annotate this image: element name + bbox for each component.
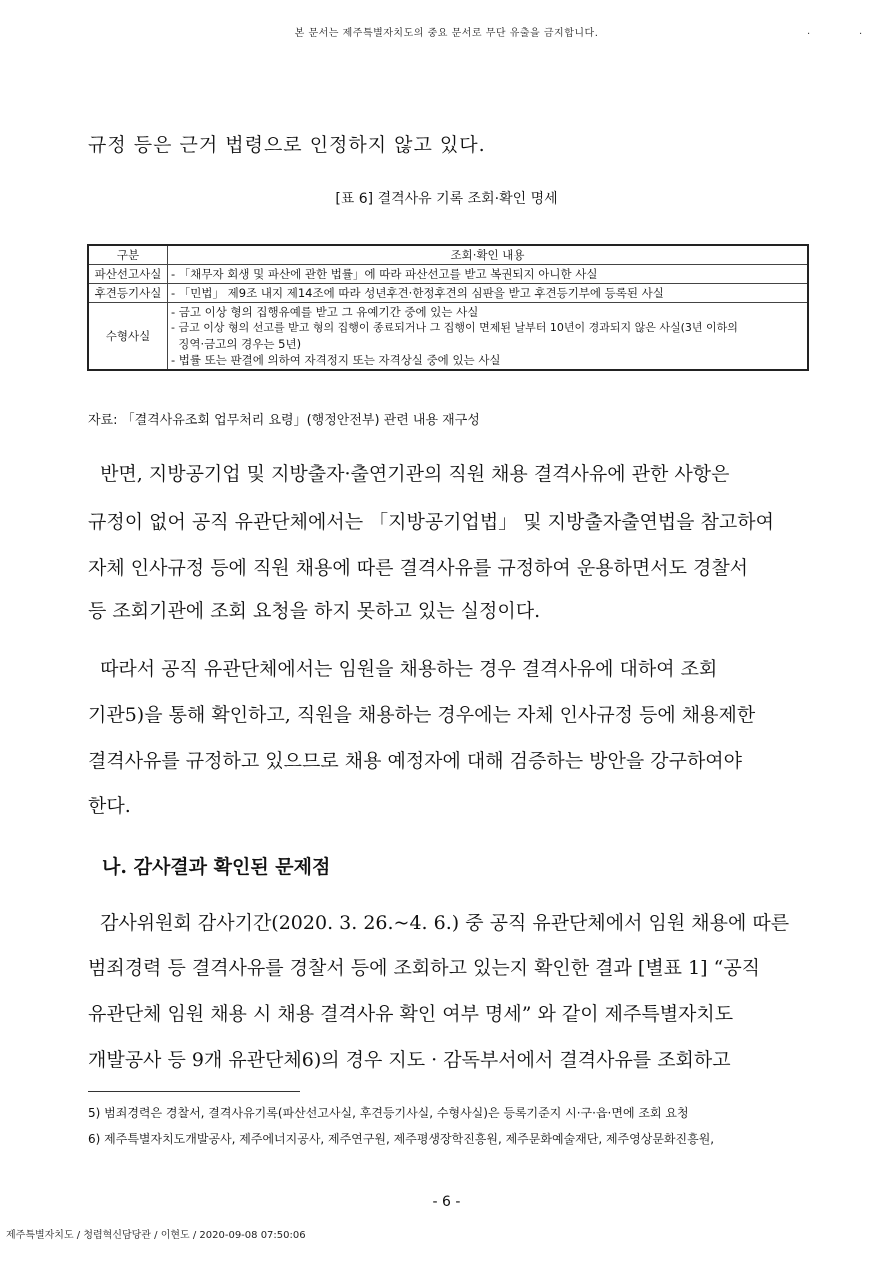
document-meta-footer: 제주특별자치도 / 청렴혁신담당관 / 이현도 / 2020-09-08 07:50:06 (6, 1230, 306, 1241)
paragraph-line: 등 조회기관에 조회 요청을 하지 못하고 있는 실정이다. (88, 600, 541, 622)
paragraph-line: 반면, 지방공기업 및 지방출자·출연기관의 직원 채용 결격사유에 관한 사항은 (88, 463, 730, 485)
table-row (88, 265, 808, 284)
row-content (168, 265, 809, 284)
table-caption: [표 6] 결격사유 기록 조회·확인 명세 (335, 191, 558, 207)
paragraph-line: 범죄경력 등 결격사유를 경찰서 등에 조회하고 있는지 확인한 결과 [별표 1] “공직 (88, 957, 761, 979)
table-row (88, 303, 808, 371)
row-category: 파산선고사실 (88, 265, 168, 284)
disqualification-table (87, 244, 809, 371)
paragraph-line: 개발공사 등 9개 유관단체6)의 경우 지도 · 감독부서에서 결격사유를 조회하고 (88, 1049, 731, 1071)
row-category: 수형사실 (88, 303, 168, 371)
table-row (88, 284, 808, 303)
table-source: 자료: 「결격사유조회 업무처리 요령」(행정안전부) 관련 내용 재구성 (88, 413, 480, 428)
paragraph-line: 따라서 공직 유관단체에서는 임원을 채용하는 경우 결격사유에 대하여 조회 (88, 658, 718, 680)
table-header-row (88, 245, 808, 265)
paragraph-line: 유관단체 임원 채용 시 채용 결격사유 확인 여부 명세” 와 같이 제주특별자치도 (88, 1003, 734, 1025)
header-content: 조회·확인 내용 (168, 245, 809, 265)
content-line: - 「민법」 제9조 내지 제14조에 따라 성년후견·한정후견의 심판을 받고 후견등기부에 등록된 사실 (171, 286, 664, 300)
paragraph-line: 규정이 없어 공직 유관단체에서는 「지방공기업법」 및 지방출자출연법을 참고하여 (88, 511, 774, 533)
intro-line: 규정 등은 근거 법령으로 인정하지 않고 있다. (88, 134, 486, 156)
header-category: 구분 (88, 245, 168, 265)
row-content (168, 303, 809, 371)
row-category: 후견등기사실 (88, 284, 168, 303)
content-line: 징역·금고의 경우는 5년) (171, 337, 302, 351)
content-line: - 법률 또는 판결에 의하여 자격정지 또는 자격상실 중에 있는 사실 (171, 353, 501, 367)
footnote: 5) 범죄경력은 경찰서, 결격사유기록(파산선고사실, 후견등기사실, 수형사실)은 등록기준지 시·구·읍·면에 조회 요청 (88, 1106, 689, 1120)
paragraph-line: 결격사유를 규정하고 있으므로 채용 예정자에 대해 검증하는 방안을 강구하여야 (88, 750, 743, 772)
paragraph-line: 감사위원회 감사기간(2020. 3. 26.~4. 6.) 중 공직 유관단체에서 임원 채용에 따른 (88, 912, 790, 934)
scan-speck: . (859, 26, 863, 37)
section-title: 나. 감사결과 확인된 문제점 (102, 856, 331, 878)
page-number: - 6 - (432, 1194, 461, 1210)
row-content (168, 284, 809, 303)
paragraph-line: 기관5)을 통해 확인하고, 직원을 채용하는 경우에는 자체 인사규정 등에 채용제한 (88, 704, 756, 726)
paragraph-line: 자체 인사규정 등에 직원 채용에 따른 결격사유를 규정하여 운용하면서도 경찰서 (88, 557, 749, 579)
footnote: 6) 제주특별자치도개발공사, 제주에너지공사, 제주연구원, 제주평생장학진흥원, 제주문화예술재단, 제주영상문화진흥원, (88, 1132, 715, 1146)
scan-speck: . (807, 26, 811, 37)
content-line: - 「채무자 회생 및 파산에 관한 법률」에 따라 파산선고를 받고 복권되지 아니한 사실 (171, 267, 598, 281)
confidentiality-notice: 본 문서는 제주특별자치도의 중요 문서로 무단 유출을 금지합니다. (294, 28, 599, 39)
footnote-divider (88, 1091, 300, 1092)
content-line: - 금고 이상 형의 선고를 받고 형의 집행이 종료되거나 그 집행이 면제된 날부터 10년이 경과되지 않은 사실(3년 이하의 (171, 321, 738, 334)
paragraph-line: 한다. (88, 795, 131, 817)
content-line: - 금고 이상 형의 집행유예를 받고 그 유예기간 중에 있는 사실 (171, 305, 479, 319)
